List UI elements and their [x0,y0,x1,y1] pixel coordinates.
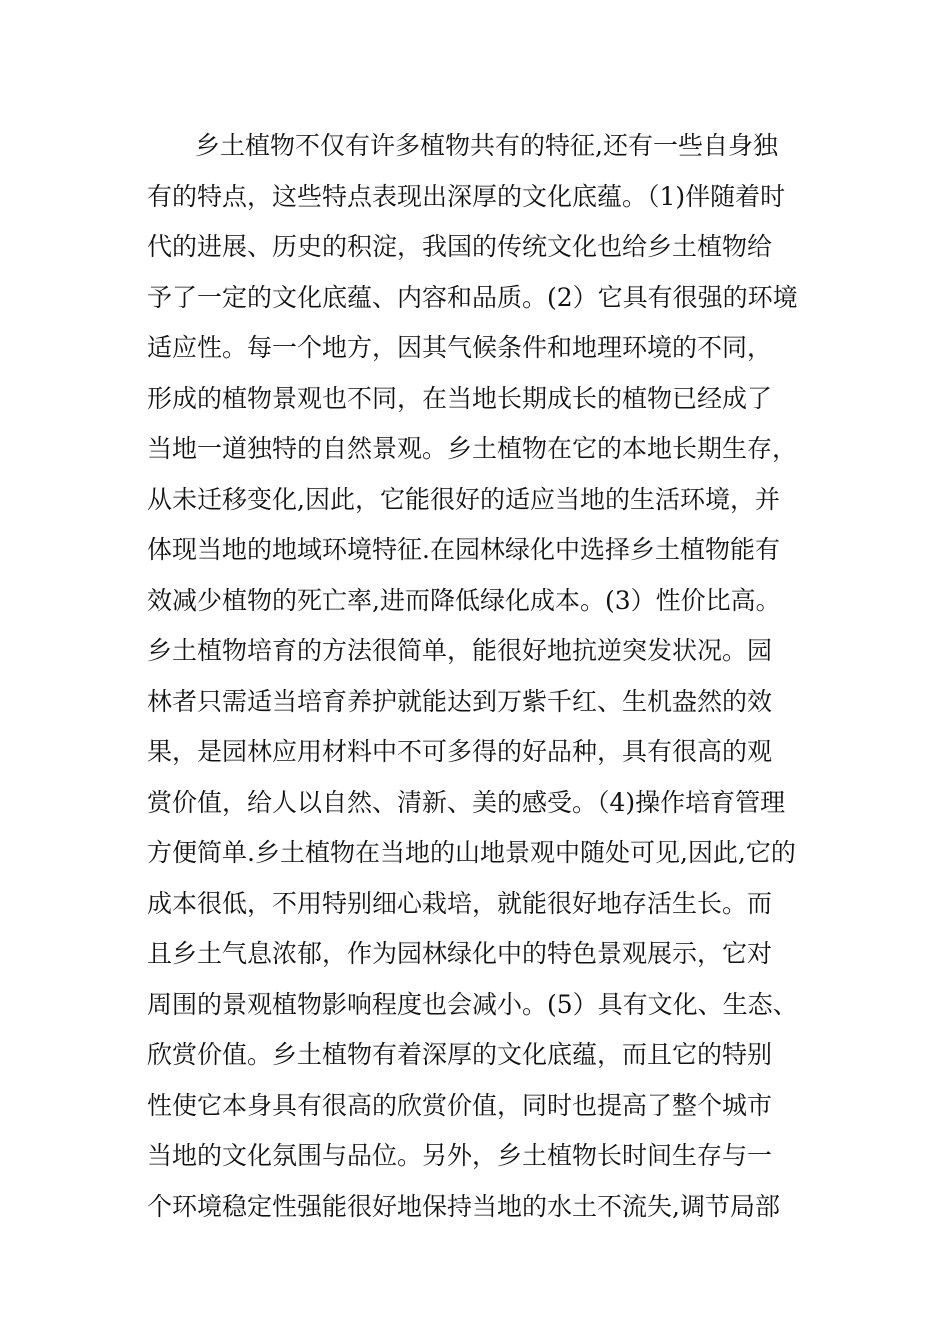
paragraph-line: 林者只需适当培育养护就能达到万紫千红、生机盎然的效 [147,686,773,716]
paragraph-line: 有的特点，这些特点表现出深厚的文化底蕴。（1)伴随着时 [147,181,786,211]
paragraph-line: 效减少植物的死亡率,进而降低绿化成本。(3）性价比高。 [147,585,781,615]
paragraph-line: 乡土植物培育的方法很简单，能很好地抗逆突发状况。园 [147,636,773,665]
paragraph-line: 当地一道独特的自然景观。乡土植物在它的本地长期生存， [147,434,798,463]
paragraph-line: 赏价值，给人以自然、清新、美的感受。（4)操作培育管理 [147,787,786,817]
paragraph-line: 乡土植物不仅有许多植物共有的特征,还有一些自身独 [195,131,778,160]
paragraph-line: 欣赏价值。乡土植物有着深厚的文化底蕴，而且它的特别 [147,1040,773,1069]
paragraph-line: 性使它本身具有很高的欣赏价值，同时也提高了整个城市 [147,1090,773,1120]
paragraph-line: 代的进展、历史的积淀，我国的传统文化也给乡土植物给 [147,232,773,261]
paragraph-line: 且乡土气息浓郁，作为园林绿化中的特色景观展示，它对 [147,939,773,968]
paragraph [147,121,807,1232]
paragraph-line: 成本很低，不用特别细心栽培，就能很好地存活生长。而 [147,888,773,918]
paragraph-line: 方便简单.乡土植物在当地的山地景观中随处可见,因此,它的 [147,838,796,867]
paragraph-line: 适应性。每一个地方，因其气候条件和地理环境的不同， [147,333,773,362]
paragraph-line: 体现当地的地域环境特征.在园林绿化中选择乡土植物能有 [147,535,780,564]
paragraph-line: 周围的景观植物影响程度也会减小。(5）具有文化、生态、 [147,989,798,1019]
paragraph-line: 从未迁移变化,因此，它能很好的适应当地的生活环境，并 [147,484,780,514]
paragraph-line: 个环境稳定性强能很好地保持当地的水土不流失,调节局部 [147,1191,780,1221]
paragraph-line: 形成的植物景观也不同，在当地长期成长的植物已经成了 [147,383,773,413]
paragraph-line: 果，是园林应用材料中不可多得的好品种，具有很高的观 [147,737,773,766]
paragraph-line: 当地的文化氛围与品位。另外，乡土植物长时间生存与一 [147,1141,773,1170]
paragraph-line: 予了一定的文化底蕴、内容和品质。(2）它具有很强的环境 [147,282,798,312]
